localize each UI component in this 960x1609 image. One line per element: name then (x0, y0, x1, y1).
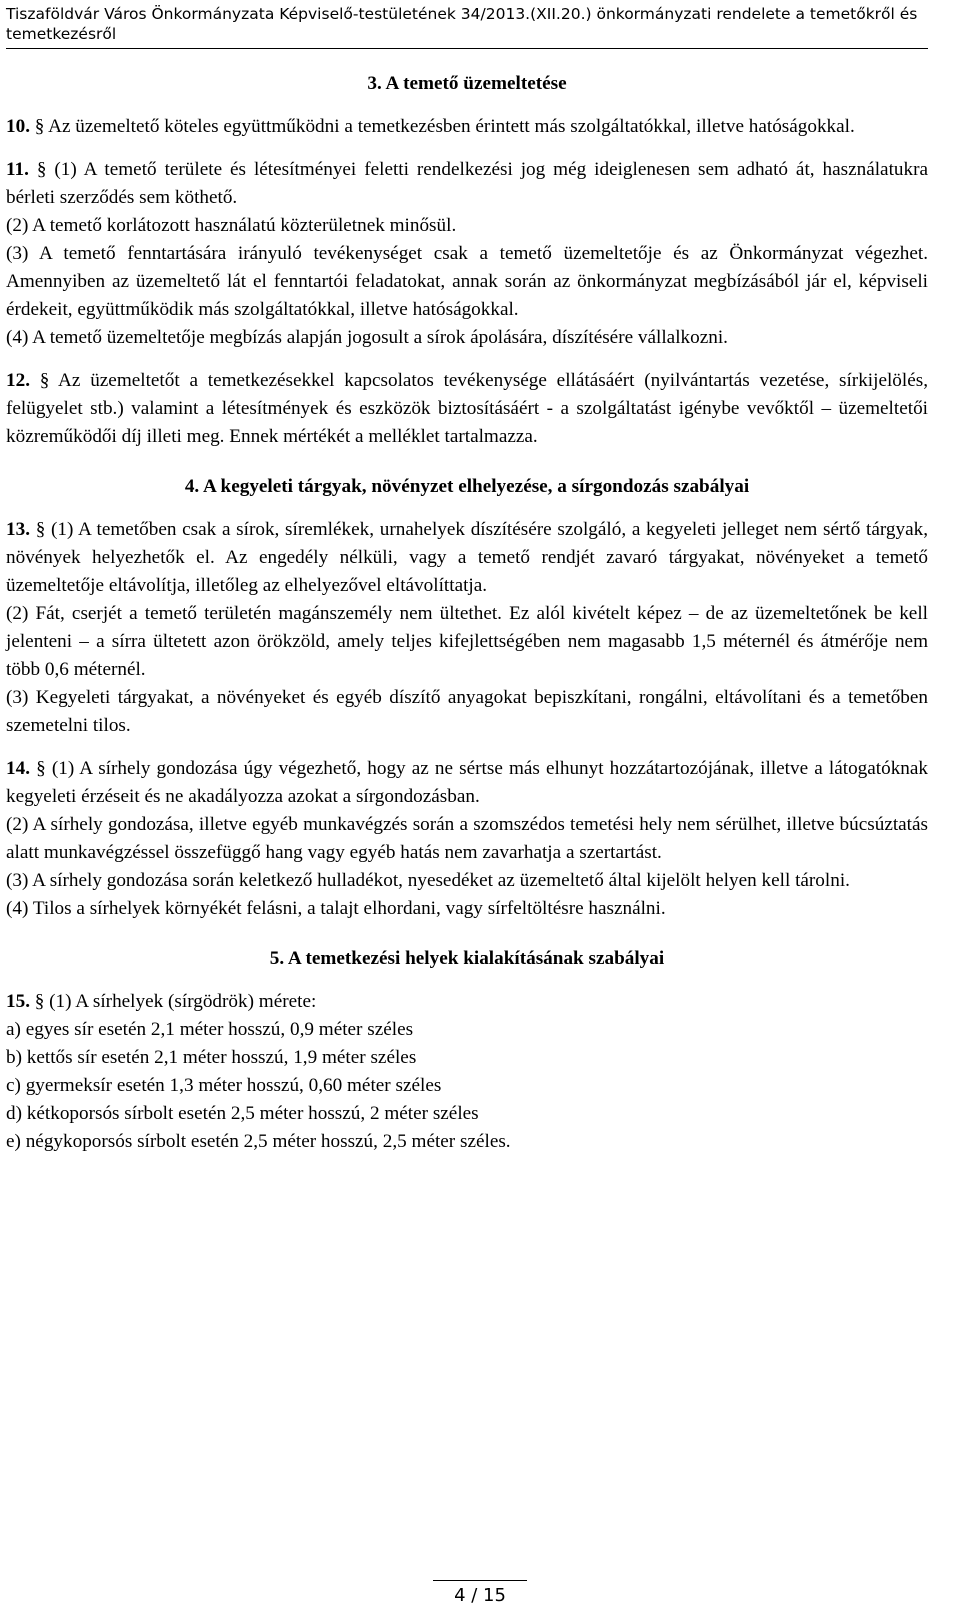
list-item: a) egyes sír esetén 2,1 méter hosszú, 0,9 méter széles (6, 1019, 414, 1040)
paragraph: (2) Fát, cserjét a temető területén magánszemély nem ültethet. Ez alól kivételt képez – de az üzemeltetőnek be kell jelenteni – a sírra ültetett azon örökzöld, amely teljes kifejlettségében nem magasabb 1,5 méternél és átmérője nem több 0,6 méternél. (6, 603, 928, 680)
paragraph: (4) A temető üzemeltetője megbízás alapján jogosult a sírok ápolására, díszítésére vállalkozni. (6, 327, 728, 348)
header-text: Tiszaföldvár Város Önkormányzata Képviselő-testületének 34/2013.(XII.20.) önkormányzati rendelete a temetőkről és temetkezésről (6, 5, 918, 43)
list-item: c) gyermeksír esetén 1,3 méter hosszú, 0,60 méter széles (6, 1075, 442, 1096)
paragraph: (3) A sírhely gondozása során keletkező hulladékot, nyesedéket az üzemeltető által kijelölt helyen kell tárolni. (6, 870, 850, 891)
list-item: d) kétkoporsós sírbolt esetén 2,5 méter hosszú, 2 méter széles (6, 1103, 479, 1124)
paragraph: (4) Tilos a sírhelyek környékét felásni, a talajt elhordani, vagy sírfeltöltésre használni. (6, 898, 666, 919)
page-footer (0, 1580, 960, 1609)
paragraph: (2) A temető korlátozott használatú közterületnek minősül. (6, 215, 457, 236)
paragraph: 11. § (1) A temető területe és létesítményei feletti rendelkezési jog még ideiglenesen sem adható át, használatukra bérleti szerződés sem köthető. (6, 159, 928, 208)
header-divider (6, 48, 928, 49)
section-title: 5. A temetkezési helyek kialakításának szabályai (269, 948, 665, 969)
paragraph: (2) A sírhely gondozása, illetve egyéb munkavégzés során a szomszédos temetési hely nem sérülhet, illetve búcsúztatás alatt munkavégzéssel összefüggő hang vagy egyéb hatás nem zavarhatja a szertartást. (6, 814, 928, 863)
list-item: b) kettős sír esetén 2,1 méter hosszú, 1,9 méter széles (6, 1047, 417, 1068)
list-item: e) négykoporsós sírbolt esetén 2,5 méter hosszú, 2,5 méter széles. (6, 1131, 511, 1152)
section-title: 4. A kegyeleti tárgyak, növényzet elhelyezése, a sírgondozás szabályai (184, 476, 750, 497)
paragraph: (3) A temető fenntartására irányuló tevékenységet csak a temető üzemeltetője és az Önkormányzat végezhet. Amennyiben az üzemeltető lát el fenntartói feladatokat, annak során az önkormányzat megbízásából jár el, képviseli érdekeit, együttműködik más szolgáltatókkal, illetve hatóságokkal. (6, 243, 928, 320)
section-title: 3. A temető üzemeltetése (367, 73, 567, 94)
paragraph: 15. § (1) A sírhelyek (sírgödrök) mérete: (6, 991, 317, 1012)
paragraph: 12. § Az üzemeltetőt a temetkezésekkel kapcsolatos tevékenysége ellátásáért (nyilvántartás vezetése, sírkijelölés, felügyelet stb.) valamint a létesítmények és eszközök biztosításáért - a szolgáltatást igénybe vevőktől – üzemeltetői közreműködői díj illeti meg. Ennek mértékét a melléklet tartalmazza. (6, 370, 928, 447)
paragraph: 14. § (1) A sírhely gondozása úgy végezhető, hogy az ne sértse más elhunyt hozzátartozójának, illetve a látogatóknak kegyeleti érzéseit és ne akadályozza azokat a sírgondozásban. (6, 758, 928, 807)
paragraph: 10. § Az üzemeltető köteles együttműködni a temetkezésben érintett más szolgáltatókkal, illetve hatóságokkal. (6, 116, 855, 137)
document-body (6, 70, 928, 1156)
running-header (6, 4, 928, 44)
paragraph: (3) Kegyeleti tárgyakat, a növényeket és egyéb díszítő anyagokat bepiszkítani, rongálni, eltávolítani és a temetőben szemetelni tilos. (6, 687, 928, 736)
paragraph: 13. § (1) A temetőben csak a sírok, síremlékek, urnahelyek díszítésére szolgáló, a kegyeleti jelleget nem sértő tárgyak, növények helyezhetők el. Az engedély nélküli, vagy a temető rendjét zavaró tárgyakat, növényeket a temető üzemeltetője eltávolítja, illetőleg az elhelyezővel eltávolíttatja. (6, 519, 928, 596)
page-number: 4 / 15 (433, 1580, 527, 1609)
